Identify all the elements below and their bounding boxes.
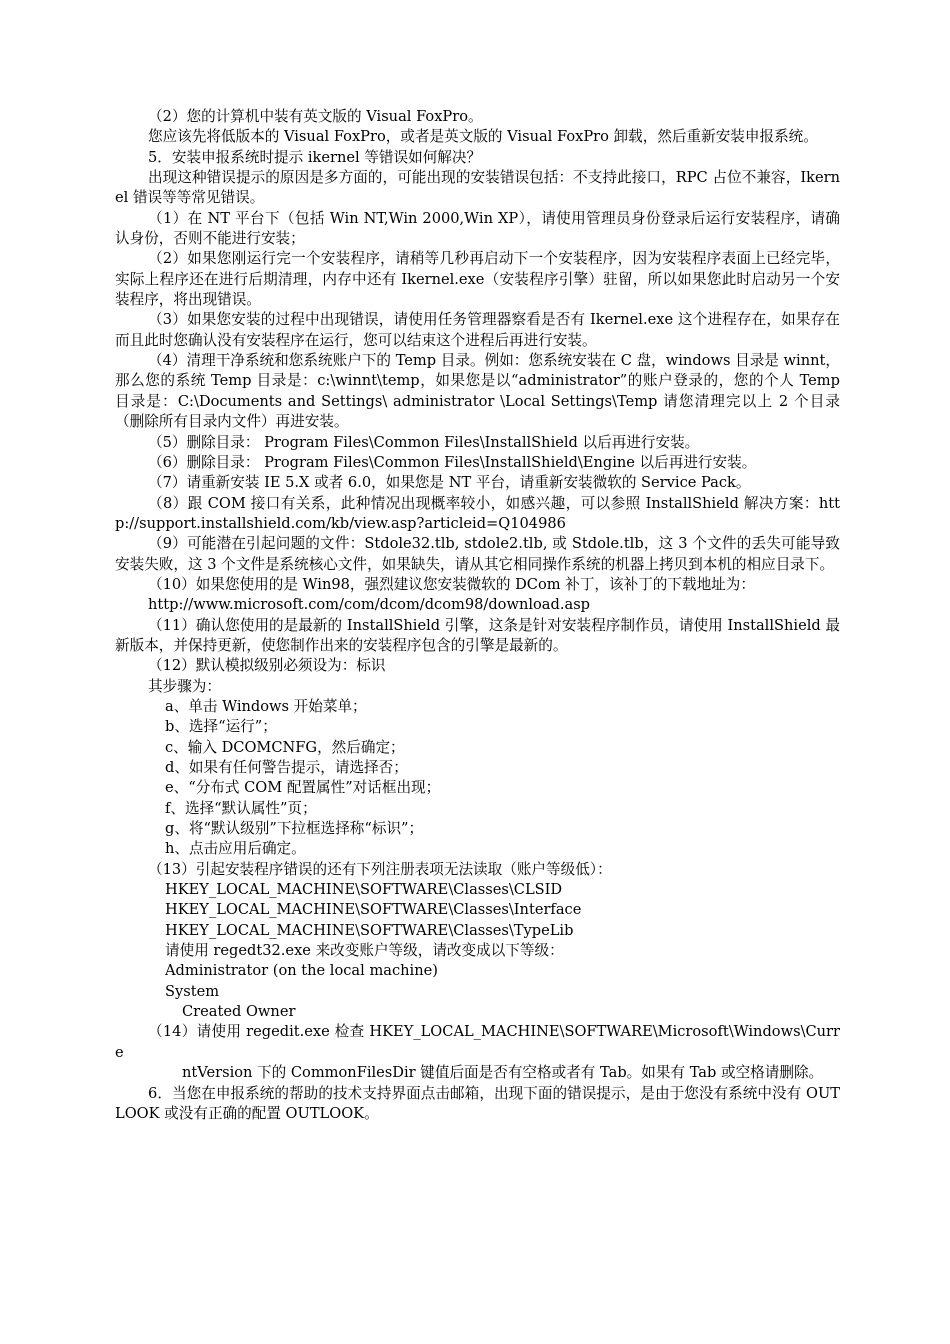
paragraph: （7）请重新安装 IE 5.X 或者 6.0，如果您是 NT 平台，请重新安装微软的 Service Pack。 xyxy=(148,474,751,492)
registry-key: HKEY_LOCAL_MACHINE\SOFTWARE\Classes\CLSID xyxy=(165,881,563,899)
paragraph: （9）可能潜在引起问题的文件：Stdole32.tlb, stdole2.tlb, 或 Stdole.tlb，这 3 个文件的丢失可能导致安装失败，这 3 个文件是系统核心文件，如果缺失，请从其它相同操作系统的机器上拷贝到本机的相应目录下。 xyxy=(115,535,840,573)
paragraph: （11）确认您使用的是最新的 InstallShield 引擎，这条是针对安装程序制作员，请使用 InstallShield 最新版本，并保持更新，使您制作出来的安装程序包含的引擎是最新的。 xyxy=(115,616,840,654)
paragraph: 您应该先将低版本的 Visual FoxPro，或者是英文版的 Visual FoxPro 卸载，然后重新安装申报系统。 xyxy=(148,128,818,146)
account-level: System xyxy=(165,982,220,1000)
registry-key: HKEY_LOCAL_MACHINE\SOFTWARE\Classes\Interface xyxy=(165,901,582,919)
paragraph: 其步骤为： xyxy=(148,677,221,695)
section-heading: 5．安装申报系统时提示 ikernel 等错误如何解决？ xyxy=(148,148,482,166)
account-level: Administrator (on the local machine) xyxy=(165,962,438,980)
paragraph: （4）清理干净系统和您系统账户下的 Temp 目录。例如：您系统安装在 C 盘，windows 目录是 winnt，那么您的系统 Temp 目录是：c:\winnt\temp，如果您是以“administrator”的账户登录的，您的个人 Temp 目录是：C:\Documents and Settings\ administrator \Local Settings\Temp 请您清理完以上 2 个目录（删除所有目录内文件）再进安装。 xyxy=(115,352,840,431)
paragraph: （12）默认模拟级别必须设为：标识 xyxy=(148,657,386,675)
step-item: f、选择“默认属性”页； xyxy=(165,799,317,817)
step-item: h、点击应用后确定。 xyxy=(165,840,306,858)
account-level: Created Owner xyxy=(182,1003,296,1021)
paragraph-continuation: ntVersion 下的 CommonFilesDir 键值后面是否有空格或者有 Tab。如果有 Tab 或空格请删除。 xyxy=(182,1064,824,1082)
url-line: http://www.microsoft.com/com/dcom/dcom98/download.asp xyxy=(148,596,591,614)
paragraph: （1）在 NT 平台下（包括 Win NT,Win 2000,Win XP），请使用管理员身份登录后运行安装程序，请确认身份，否则不能进行安装； xyxy=(115,209,840,248)
section-heading: 6．当您在申报系统的帮助的技术支持界面点击邮箱，出现下面的错误提示，是由于您没有系统中没有 OUTLOOK 或没有正确的配置 OUTLOOK。 xyxy=(115,1084,840,1122)
step-item: g、将“默认级别”下拉框选择称“标识”； xyxy=(165,820,424,838)
registry-key: HKEY_LOCAL_MACHINE\SOFTWARE\Classes\TypeLib xyxy=(165,921,574,939)
paragraph: （13）引起安装程序错误的还有下列注册表项无法读取（账户等级低）： xyxy=(148,860,612,878)
paragraph: （10）如果您使用的是 Win98，强烈建议您安装微软的 DCom 补丁，该补丁的下载地址为： xyxy=(148,575,755,593)
paragraph: 出现这种错误提示的原因是多方面的，可能出现的安装错误包括：不支持此接口，RPC 占位不兼容，Ikernel 错误等等常见错误。 xyxy=(115,169,840,207)
step-item: a、单击 Windows 开始菜单； xyxy=(165,697,367,715)
step-item: c、输入 DCOMCNFG，然后确定； xyxy=(165,738,405,756)
step-item: d、如果有任何警告提示，请选择否； xyxy=(165,759,408,776)
document-body xyxy=(115,107,840,1124)
paragraph: （6）删除目录： Program Files\Common Files\InstallShield\Engine 以后再进行安装。 xyxy=(148,453,757,471)
step-item: e、“分布式 COM 配置属性”对话框出现； xyxy=(165,779,441,797)
paragraph: （2）您的计算机中装有英文版的 Visual FoxPro。 xyxy=(148,108,483,125)
paragraph: （14）请使用 regedit.exe 检查 HKEY_LOCAL_MACHINE\SOFTWARE\Microsoft\Windows\Curre xyxy=(115,1023,840,1061)
paragraph: （8）跟 COM 接口有关系，此种情况出现概率较小，如感兴趣，可以参照 InstallShield 解决方案：http://support.installshield.com/kb/view.asp?articleid=Q104986 xyxy=(115,494,840,532)
paragraph: 请使用 regedt32.exe 来改变账户等级，请改变成以下等级： xyxy=(165,942,564,960)
paragraph: （5）删除目录： Program Files\Common Files\InstallShield 以后再进行安装。 xyxy=(148,433,700,451)
paragraph: （2）如果您刚运行完一个安装程序，请稍等几秒再启动下一个安装程序，因为安装程序表面上已经完毕，实际上程序还在进行后期清理，内存中还有 Ikernel.exe（安装程序引擎）驻留，所以如果您此时启动另一个安装程序，将出现错误。 xyxy=(115,250,840,309)
paragraph: （3）如果您安装的过程中出现错误，请使用任务管理器察看是否有 Ikernel.exe 这个进程存在，如果存在而且此时您确认没有安装程序在运行，您可以结束这个进程后再进行安装。 xyxy=(115,311,840,349)
step-item: b、选择“运行”； xyxy=(165,718,277,736)
